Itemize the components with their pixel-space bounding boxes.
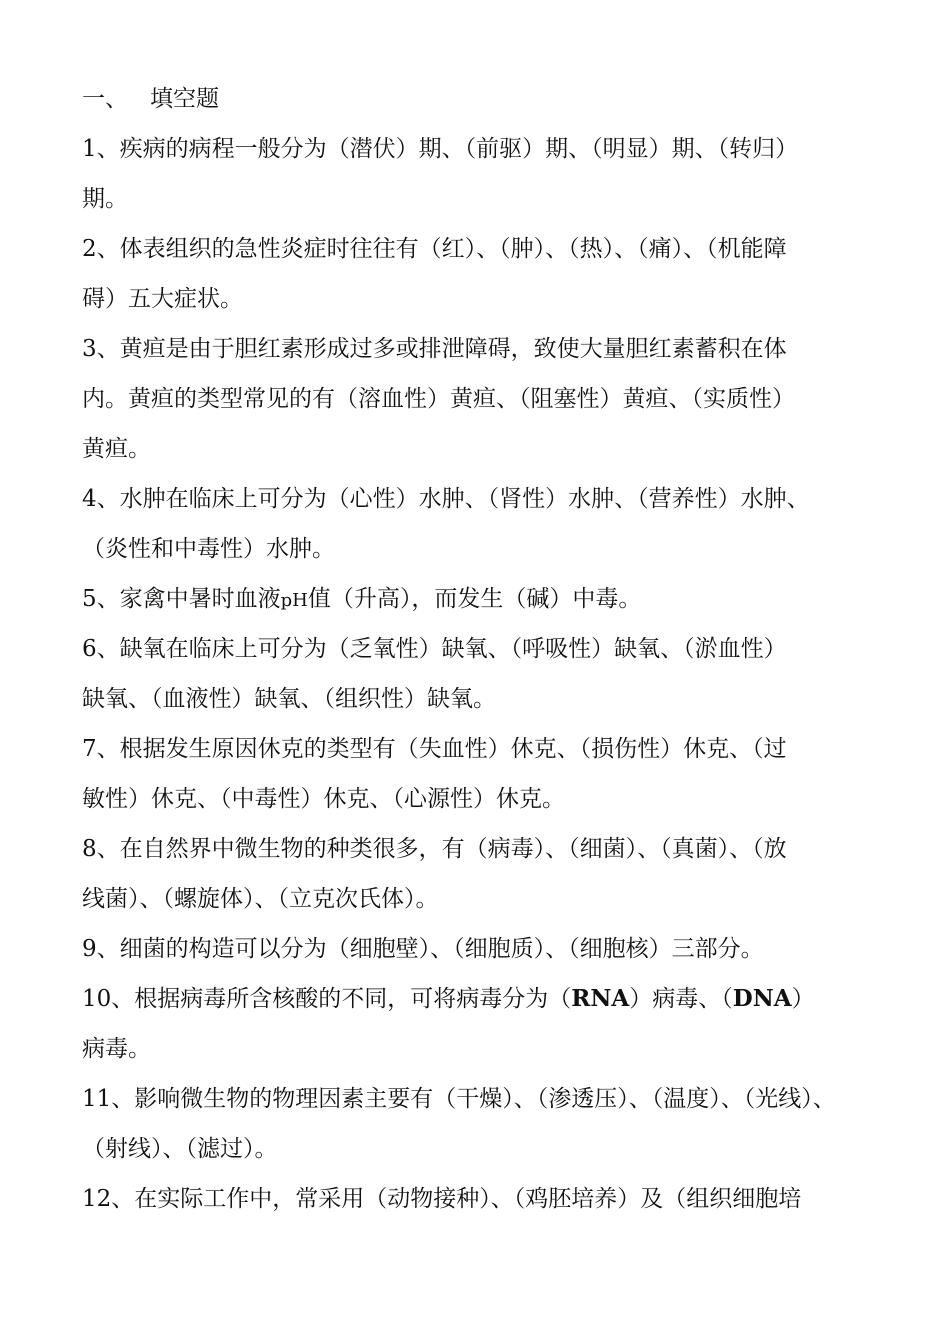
text-line-rna-dna: [82, 974, 872, 1024]
section-number: 一、: [82, 86, 128, 112]
text-line: 病毒。: [82, 1036, 151, 1062]
text-line: 内。黄疸的类型常见的有（溶血性）黄疸、（阻塞性）黄疸、（实质性）: [82, 386, 795, 412]
text-line: 黄疸。: [82, 436, 151, 462]
text-line: 4、水肿在临床上可分为（心性）水肿、（肾性）水肿、（营养性）水肿、: [82, 486, 810, 512]
rna-term: RNA: [571, 985, 630, 1012]
text-line: 8、在自然界中微生物的种类很多，有（病毒）、（细菌）、（真菌）、（放: [82, 836, 787, 862]
text-line: 9、细菌的构造可以分为（细胞壁）、（细胞质）、（细胞核）三部分。: [82, 936, 764, 962]
text-line: 12、在实际工作中，常采用（动物接种）、（鸡胚培养）及（组织细胞培: [82, 1186, 802, 1212]
text-line: 3、黄疸是由于胆红素形成过多或排泄障碍，致使大量胆红素蓄积在体: [82, 336, 787, 362]
ph-line-before: 5、家禽中暑时血液: [82, 586, 281, 612]
text-line: （射线）、（滤过）。: [82, 1136, 278, 1162]
text-line: （炎性和中毒性）水肿。: [82, 536, 335, 562]
text-line: 11、影响微生物的物理因素主要有（干燥）、（渗透压）、（温度）、（光线）、: [82, 1086, 836, 1112]
document-page: [82, 74, 872, 1224]
line10-part2: ）病毒、（: [629, 986, 733, 1012]
line10-part1: 10、根据病毒所含核酸的不同，可将病毒分为（: [82, 986, 572, 1012]
text-line: 期。: [82, 186, 128, 212]
text-line: 7、根据发生原因休克的类型有（失血性）休克、（损伤性）休克、（过: [82, 736, 787, 762]
dna-term: DNA: [732, 985, 792, 1012]
text-line: 1、疾病的病程一般分为（潜伏）期、（前驱）期、（明显）期、（转归）: [82, 136, 799, 162]
ph-line-after: 值（升高），而发生（碱）中毒。: [307, 586, 642, 612]
ph-symbol: pH: [280, 590, 308, 611]
text-line: 缺氧、（血液性）缺氧、（组织性）缺氧。: [82, 686, 496, 712]
line10-part3: ）: [791, 986, 815, 1012]
section-heading: [82, 74, 872, 124]
text-line: 6、缺氧在临床上可分为（乏氧性）缺氧、（呼吸性）缺氧、（淤血性）: [82, 636, 787, 662]
text-line: 敏性）休克、（中毒性）休克、（心源性）休克。: [82, 786, 565, 812]
section-title: 填空题: [150, 86, 219, 112]
text-line: 碍）五大症状。: [82, 286, 243, 312]
text-line-ph: [82, 574, 872, 624]
text-line: 线菌）、（螺旋体）、（立克次氏体）。: [82, 886, 439, 912]
text-line: 2、体表组织的急性炎症时往往有（红）、（肿）、（热）、（痛）、（机能障: [82, 236, 787, 262]
